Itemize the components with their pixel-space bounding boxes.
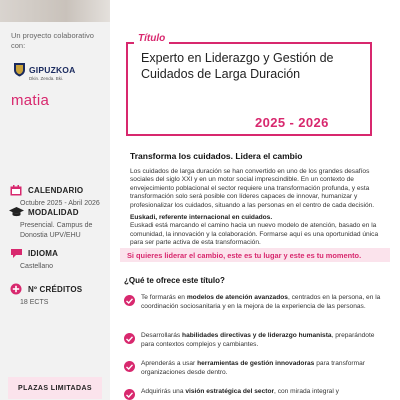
graduation-cap-icon bbox=[8, 206, 24, 218]
collab-text: Un proyecto colaborativo con: bbox=[11, 31, 94, 50]
check-icon bbox=[124, 333, 135, 344]
list-item-text: Desarrollarás habilidades directivas y de liderazgo humanista, preparándote para contextos complejos y cambiantes. bbox=[141, 332, 375, 348]
calendar-value: Octubre 2025 - Abril 2026 bbox=[20, 200, 100, 207]
gipuzkoa-name: GIPUZKOA bbox=[29, 64, 76, 75]
plus-circle-icon bbox=[8, 283, 24, 295]
credits-value: 18 ECTS bbox=[20, 299, 49, 306]
modality-block bbox=[8, 206, 106, 240]
intro-paragraph: Los cuidados de larga duración se han convertido en uno de los grandes desafíos sociales del siglo XXI y en un motor social imprescindible. En un contexto de envejecimiento poblacional el sector requiere una transformación profunda, y esta transformación solo será posible con líderes capaces de innovar, humanizar y profesionalizar los cuidados, situando a las personas en el centro de cada decisión. bbox=[130, 168, 375, 209]
limited-places-label: PLAZAS LIMITADAS bbox=[18, 384, 92, 392]
language-block bbox=[8, 247, 106, 272]
matia-logo: matia bbox=[11, 92, 50, 109]
header-photo bbox=[0, 0, 110, 22]
modality-value: Presencial. Campus de Donostia UPV/EHU bbox=[20, 222, 93, 239]
euskadi-text: Euskadi está marcando el camino hacia un nuevo modelo de atención, basado en la comunidad, la innovación y la colaboración. Formarse aquí es una oportunidad única para ser parte activa de esta transformación. bbox=[130, 222, 379, 247]
page-title: Experto en Liderazgo y Gestión de Cuidados de Larga Duración bbox=[141, 51, 334, 81]
check-icon bbox=[124, 389, 135, 400]
language-value: Castellano bbox=[20, 263, 54, 270]
credits-block bbox=[8, 283, 106, 308]
gipuzkoa-logo bbox=[13, 62, 75, 81]
list-item bbox=[124, 388, 386, 400]
speech-bubble-icon bbox=[8, 247, 24, 259]
modality-title: MODALIDAD bbox=[28, 207, 79, 217]
highlight-text: Si quieres liderar el cambio, este es tu lugar y este es tu momento. bbox=[127, 250, 362, 260]
sidebar bbox=[0, 0, 110, 400]
offer-heading: ¿Qué te ofrece este título? bbox=[124, 276, 225, 285]
list-item-text: Adquirirás una visión estratégica del sector, con mirada integral y bbox=[141, 388, 339, 395]
euskadi-title: Euskadi, referente internacional en cuidados. bbox=[130, 214, 273, 221]
calendar-icon bbox=[8, 184, 24, 196]
gipuzkoa-tagline: Dkin. Zenda. Bki. bbox=[29, 76, 64, 81]
limited-places-badge bbox=[8, 377, 102, 399]
shield-icon bbox=[13, 62, 26, 77]
check-icon bbox=[124, 295, 135, 306]
check-icon bbox=[124, 361, 135, 372]
intro-heading: Transforma los cuidados. Lidera el cambio bbox=[130, 151, 303, 161]
list-item bbox=[124, 360, 386, 377]
list-item bbox=[124, 332, 386, 349]
calendar-block bbox=[8, 184, 106, 209]
highlight-banner bbox=[120, 248, 390, 262]
language-title: IDIOMA bbox=[28, 248, 59, 258]
euskadi-paragraph bbox=[130, 214, 382, 248]
list-item bbox=[124, 294, 386, 311]
title-tag: Título bbox=[134, 33, 169, 44]
credits-title: Nº CRÉDITOS bbox=[28, 284, 83, 294]
calendar-title: CALENDARIO bbox=[28, 185, 84, 195]
main-content bbox=[110, 0, 400, 400]
list-item-text: Aprenderás a usar herramientas de gestión innovadoras para transformar organizaciones desde dentro. bbox=[141, 360, 365, 376]
academic-years: 2025 - 2026 bbox=[255, 115, 329, 130]
list-item-text: Te formarás en modelos de atención avanzados, centrados en la persona, en la coordinación sociosanitaria y en la mejora de la experiencia de las personas. bbox=[141, 294, 381, 310]
